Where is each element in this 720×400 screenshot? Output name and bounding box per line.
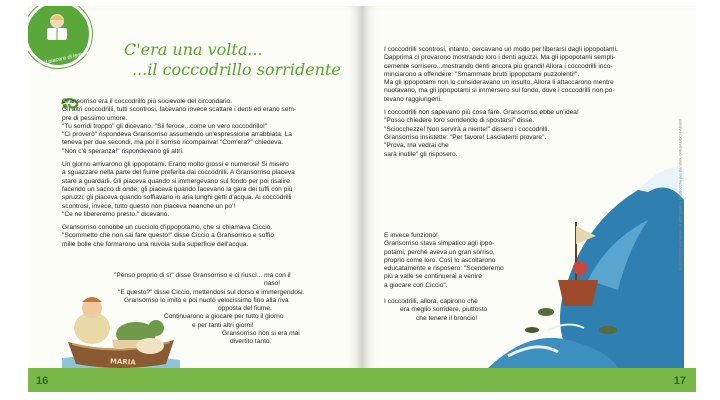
reader-icon	[41, 11, 73, 41]
boat-name: MARIA	[109, 357, 136, 367]
page-number-left: 16	[36, 375, 49, 387]
title-line-1: C'era una volta...	[124, 40, 263, 59]
wave-illustration	[488, 130, 684, 368]
left-paragraph-4: "Penso proprio di sì" disse Gransorriso e ci riuscì... ma con il naso! "E questo?" disse Ciccio, mettendosi sul dorso e immergendosi. Gransorriso lo imitò e poi nuotò velocissimo fino alla riva opposta del fiume. Continuarono a giocare per tutto il giorno e per tanti altri giorni! Gransorriso non si era mai divertito tanto.	[114, 272, 305, 346]
left-paragraph-3: Gransorriso conobbe un cucciolo d'ippopotamo, che si chiamava Ciccio. "Scommetto che non sai fare questo!" disse Ciccio a Gransorriso e soffiò mille bolle che formarono una nuvola sulla superficie dell'acqua.	[62, 224, 274, 248]
left-footer-bar	[28, 368, 362, 392]
right-paragraph-3: E invece funzionò! Gransorriso stava simpatico agli ippo- potami, perché aveva un gran sorriso, proprio come loro. Così lo ascoltarono educatamente e risposero: "Scenderemo più a valle se continuerai a venire a giocare con Ciccio".	[384, 232, 504, 289]
page-title	[124, 40, 341, 80]
side-credit: Il coccodrillo sorridente, in 365 Storie e filastrocche per bambini, GRIBAUDO-FABBRI	[677, 118, 683, 271]
left-page	[28, 6, 362, 392]
title-line-2: ...il coccodrillo sorridente	[132, 60, 341, 79]
right-footer-bar	[362, 368, 696, 392]
left-text	[62, 98, 354, 254]
right-paragraph-1: I coccodrilli scontrosi, intanto, cercavano un modo per liberarsi dagli ippopotami. Dapprima ci provarono mostrando loro i denti aguzzi. Ma gli ippopotami sempli- cemente sorrisero...mostrando denti ancora più grandi! Allora i coccodrilli inco- minciarono a offendere: "Smammate brutti ippopotami puzzolenti!". Ma gli ippopotami non lo consideravano un insulto. Allora li attaccarono mentre nuotavano, ma gli ippopotami si immersero sul fondo, dove i coccodrilli non po- tevano raggiungerli.	[384, 46, 618, 103]
right-paragraph-4: I coccodrilli, allora, capirono che era meglio sorridere, piuttosto che tenere il broncio!	[384, 298, 488, 322]
page-number-right: 17	[673, 375, 686, 387]
right-paragraph-2: I coccodrilli non sapevano più cosa fare. Gransorriso ebbe un'idea! "Posso chiedere loro sorridendo di spostarsi" disse. "Sciocchezze! Non servirà a niente!" dissero i coccodrilli. Gransorriso insistette: "Per favore! Lasciatemi provare". "Prova, ma vedrai che sarà inutile" gli risposero.	[384, 109, 579, 158]
left-paragraph-1: Gransorriso era il coccodrillo più socievole del circondario. Gli altri coccodrilli, tutti scontrosi, facevano invece scattare i denti ed erano sem- pre di pessimo umore. "Tu sorridi troppo" gli dicevano. "Sii feroce...come un vero coccodrillo!" "Ci proverò" rispondeva Gransorriso assumendo un'espressione arrabbiata. La teneva per due secondi, ma poi il sorriso ricompariva! "Com'era?" chiedeva. "Non c'è speranza!" rispondevano gli altri.	[62, 98, 297, 155]
right-page	[362, 6, 696, 392]
book-spread	[28, 6, 696, 392]
left-paragraph-2: Un giorno arrivarono gli ippopotami. Erano molto grossi e numerosi! Si misero a sguazzare nella parte del fiume preferita dai coccodrilli. A Gransorriso piaceva stare a guardarli. Gli piaceva quando si immergevano sul fondo per poi risalire facendo un sacco di onde; gli piaceva quando facevano la gara dei tuffi con più spruzzi; gli piaceva quando soffiavano in aria lunghi getti d'acqua. Ai coccodrilli scontrosi, invece, tutto questo non piaceva neanche un po'! "Ce ne libereremo presto." dicevano.	[62, 161, 295, 218]
badge-label: Per il piacere di leggere	[34, 50, 92, 68]
